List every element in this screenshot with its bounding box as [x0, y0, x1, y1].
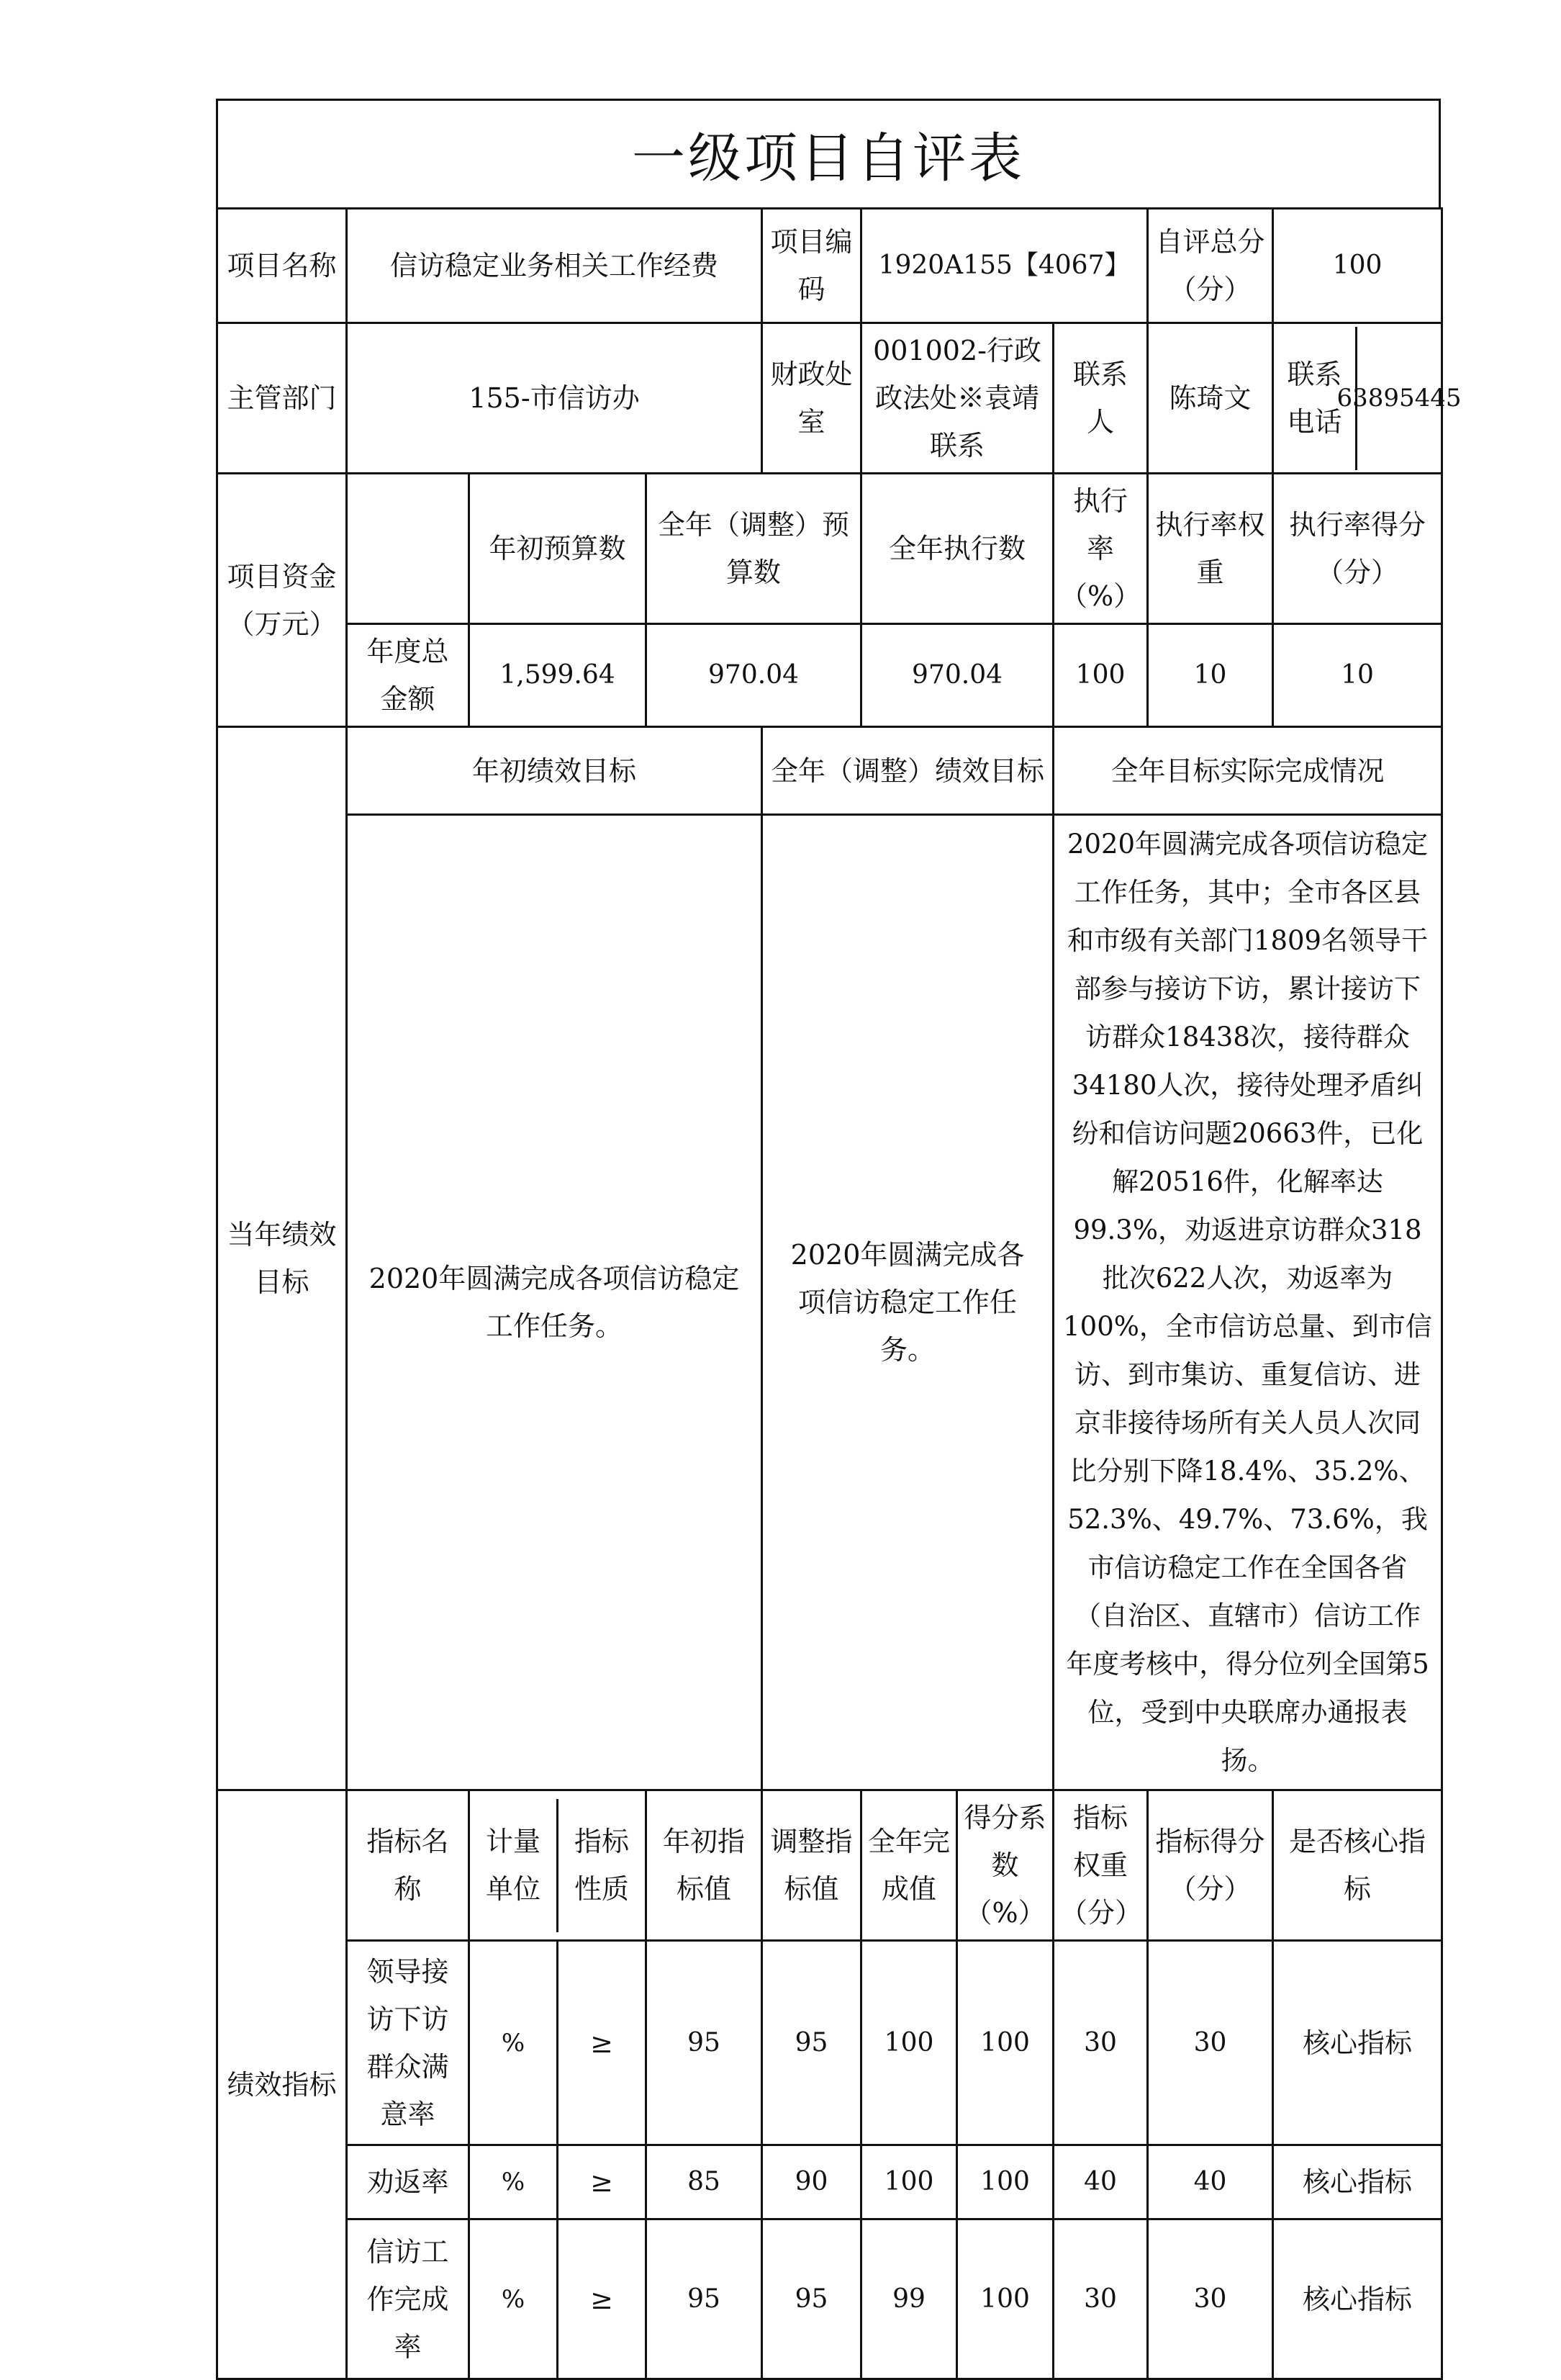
funds-initial: 1,599.64	[469, 624, 646, 727]
indicator-score: 30	[1148, 1941, 1273, 2145]
sheet-title: 一级项目自评表	[216, 99, 1441, 207]
ind-header-score: 指标得分（分）	[1148, 1790, 1273, 1941]
department-row	[217, 323, 1442, 474]
indicator-name: 领导接访下访群众满意率	[347, 1941, 469, 2145]
ind-header-unit: 计量单位	[470, 1799, 558, 1932]
funds-adjusted: 970.04	[646, 624, 861, 727]
indicator-unit-nature	[469, 2219, 646, 2379]
project-name: 信访稳定业务相关工作经费	[347, 209, 762, 323]
funds-header-adjusted: 全年（调整）预算数	[646, 474, 861, 624]
finance-office-label: 财政处室	[762, 323, 861, 474]
ind-header-unit-nature	[469, 1790, 646, 1941]
goal-initial: 2020年圆满完成各项信访稳定工作任务。	[347, 815, 762, 1790]
evaluation-sheet	[216, 99, 1462, 2380]
goals-header-actual: 全年目标实际完成情况	[1054, 727, 1442, 815]
self-score: 100	[1273, 209, 1442, 323]
funds-blank-cell	[347, 474, 469, 624]
indicator-core: 核心指标	[1273, 2219, 1442, 2379]
ind-header-actual: 全年完成值	[861, 1790, 957, 1941]
funds-header-executed: 全年执行数	[861, 474, 1054, 624]
indicator-initial: 95	[646, 2219, 762, 2379]
contact: 陈琦文	[1148, 323, 1273, 474]
ind-header-coef: 得分系数（%）	[957, 1790, 1054, 1941]
goals-label: 当年绩效目标	[217, 727, 347, 1790]
indicator-adjusted: 95	[762, 1941, 861, 2145]
phone-label: 联系电话	[1274, 327, 1357, 470]
indicator-weight: 30	[1054, 1941, 1148, 2145]
goals-header-initial: 年初绩效目标	[347, 727, 762, 815]
funds-score: 10	[1273, 624, 1442, 727]
funds-header-rate: 执行率（%）	[1054, 474, 1148, 624]
project-info-row	[217, 209, 1442, 323]
indicator-adjusted: 95	[762, 2219, 861, 2379]
indicator-unit: %	[470, 2220, 558, 2378]
indicator-initial: 95	[646, 1941, 762, 2145]
indicator-nature: ≥	[590, 2027, 613, 2059]
goals-header-adjusted: 全年（调整）绩效目标	[762, 727, 1054, 815]
goal-adjusted: 2020年圆满完成各项信访稳定工作任务。	[762, 815, 1054, 1790]
evaluation-table	[216, 207, 1462, 2380]
funds-values-row	[217, 624, 1442, 727]
indicator-core: 核心指标	[1273, 2145, 1442, 2219]
indicator-score: 40	[1148, 2145, 1273, 2219]
phone-label-value	[1273, 323, 1462, 474]
indicator-nature: ≥	[590, 2283, 613, 2315]
ind-header-adjusted: 调整指标值	[762, 1790, 861, 1941]
indicator-coef: 100	[957, 2219, 1054, 2379]
funds-header-row	[217, 474, 1442, 624]
indicator-unit-nature	[469, 2145, 646, 2219]
indicators-header-row	[217, 1790, 1442, 1941]
ind-header-initial: 年初指标值	[646, 1790, 762, 1941]
indicator-row	[217, 2219, 1442, 2379]
indicators-label: 绩效指标	[217, 1790, 347, 2379]
funds-label: 项目资金（万元）	[217, 474, 347, 727]
project-name-label: 项目名称	[217, 209, 347, 323]
ind-header-nature: 指标性质	[574, 1826, 629, 1905]
indicator-unit: %	[470, 1942, 558, 2144]
indicator-unit-nature	[469, 1941, 646, 2145]
ind-header-name: 指标名称	[347, 1790, 469, 1941]
funds-rate: 100	[1054, 624, 1148, 727]
indicator-adjusted: 90	[762, 2145, 861, 2219]
indicator-unit: %	[470, 2146, 558, 2218]
indicator-actual: 99	[861, 2219, 957, 2379]
goals-content-row	[217, 815, 1442, 1790]
indicator-row	[217, 2145, 1442, 2219]
indicator-weight: 30	[1054, 2219, 1148, 2379]
project-code-label: 项目编码	[762, 209, 861, 323]
indicator-score: 30	[1148, 2219, 1273, 2379]
funds-weight: 10	[1148, 624, 1273, 727]
indicator-actual: 100	[861, 2145, 957, 2219]
self-score-label: 自评总分（分）	[1148, 209, 1273, 323]
dept-label: 主管部门	[217, 323, 347, 474]
indicator-nature: ≥	[590, 2166, 613, 2198]
indicator-actual: 100	[861, 1941, 957, 2145]
indicator-core: 核心指标	[1273, 1941, 1442, 2145]
goals-header-row	[217, 727, 1442, 815]
phone: 63895445	[1336, 384, 1462, 413]
finance-office: 001002-行政政法处※袁靖联系	[861, 323, 1054, 474]
funds-executed: 970.04	[861, 624, 1054, 727]
indicator-coef: 100	[957, 2145, 1054, 2219]
indicator-row	[217, 1941, 1442, 2145]
goal-actual: 2020年圆满完成各项信访稳定工作任务，其中；全市各区县和市级有关部门1809名领导干部参与接访下访，累计接访下访群众18438次，接待群众34180人次，接待处理矛盾纠纷和信访问题20663件，已化解20516件，化解率达99.3%，劝返进京访群众318批次622人次，劝返率为100%，全市信访总量、到市信访、到市集访、重复信访、进京非接待场所有关人员人次同比分别下降18.4%、35.2%、52.3%、49.7%、73.6%，我市信访稳定工作在全国各省（自治区、直辖市）信访工作年度考核中，得分位列全国第5位，受到中央联席办通报表扬。	[1054, 815, 1442, 1790]
ind-header-core: 是否核心指标	[1273, 1790, 1442, 1941]
indicator-weight: 40	[1054, 2145, 1148, 2219]
indicator-name: 信访工作完成率	[347, 2219, 469, 2379]
project-code: 1920A155【4067】	[861, 209, 1148, 323]
indicator-name: 劝返率	[347, 2145, 469, 2219]
indicator-initial: 85	[646, 2145, 762, 2219]
dept: 155-市信访办	[347, 323, 762, 474]
funds-header-score: 执行率得分（分）	[1273, 474, 1442, 624]
contact-label: 联系人	[1054, 323, 1148, 474]
ind-header-weight: 指标权重（分）	[1054, 1790, 1148, 1941]
indicator-coef: 100	[957, 1941, 1054, 2145]
funds-header-initial: 年初预算数	[469, 474, 646, 624]
funds-row-label: 年度总金额	[347, 624, 469, 727]
funds-header-weight: 执行率权重	[1148, 474, 1273, 624]
